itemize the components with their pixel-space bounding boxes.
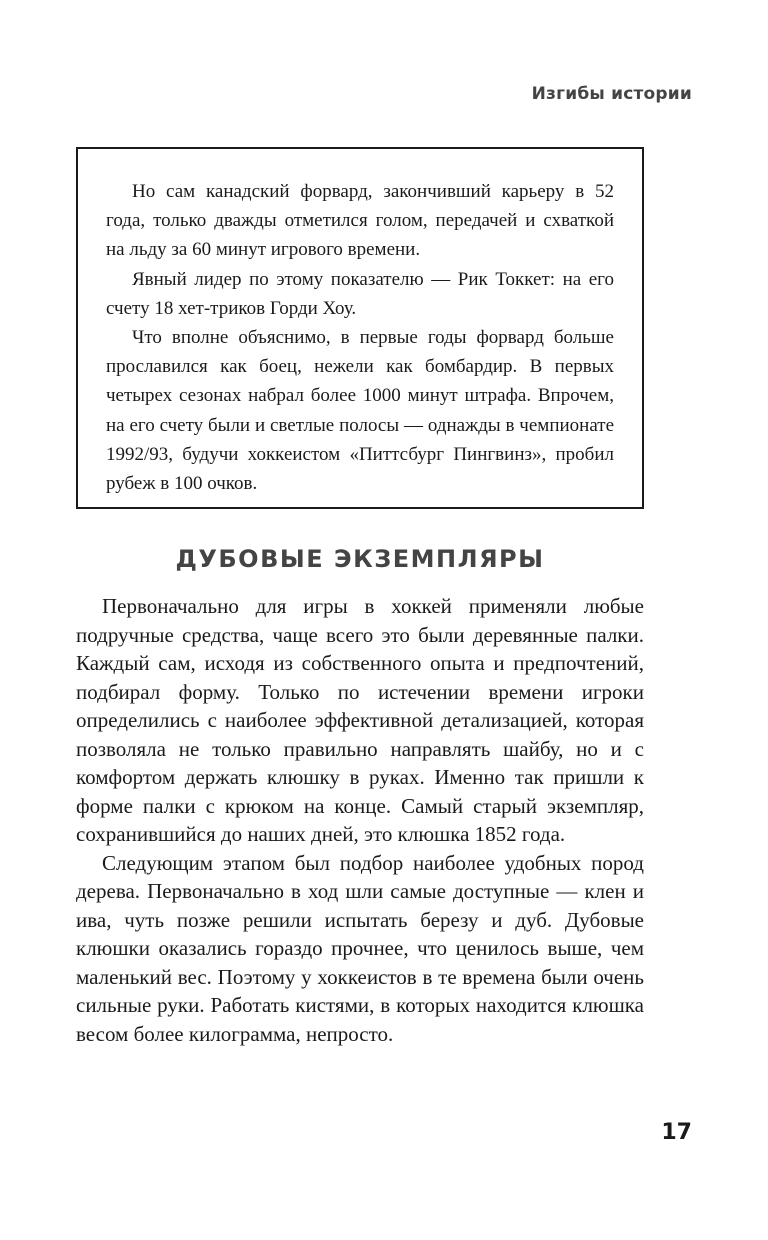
running-head: Изгибы истории xyxy=(531,84,692,104)
body-text xyxy=(76,592,644,1048)
sidebar-box xyxy=(76,147,644,509)
box-paragraph: Что вполне объяснимо, в первые годы форвард больше прославился как боец, нежели как бомбардир. В первых четырех сезонах набрал более 1000 минут штрафа. Впрочем, на его счету были и светлые полосы — однажды в чемпионате 1992/93, будучи хоккеистом «Питтсбург Пингвинз», пробил рубеж в 100 очков. xyxy=(106,327,614,495)
body-paragraph: Следующим этапом был подбор наиболее удобных пород дерева. Первоначально в ход шли самые доступные — клен и ива, чуть позже решили испытать березу и дуб. Дубовые клюшки оказались гораздо прочнее, что ценилось выше, чем маленький вес. Поэтому у хоккеистов в те времена были очень сильные руки. Работать кистями, в которых находится клюшка весом более килограмма, непросто. xyxy=(76,850,644,1046)
body-paragraph: Первоначально для игры в хоккей применяли любые подручные средства, чаще всего это были деревянные палки. Каждый сам, исходя из собственного опыта и предпочтений, подбирал форму. Только по истечении времени игроки определились с наиболее эффективной детализацией, которая позволяла не только правильно направлять шайбу, но и с комфортом держать клюшку в руках. Именно так пришли к форме палки с крюком на конце. Самый старый экземпляр, сохранившийся до наших дней, это клюшка 1852 года. xyxy=(76,594,644,846)
section-heading: ДУБОВЫЕ ЭКЗЕМПЛЯРЫ xyxy=(175,545,545,573)
box-paragraph: Явный лидер по этому показателю — Рик Токкет: на его счету 18 хет-триков Горди Хоу. xyxy=(106,268,614,319)
page-number: 17 xyxy=(661,1120,692,1145)
box-paragraph: Но сам канадский форвард, закончивший карьеру в 52 года, только дважды отметился голом, передачей и схваткой на льду за 60 минут игрового времени. xyxy=(106,181,614,261)
